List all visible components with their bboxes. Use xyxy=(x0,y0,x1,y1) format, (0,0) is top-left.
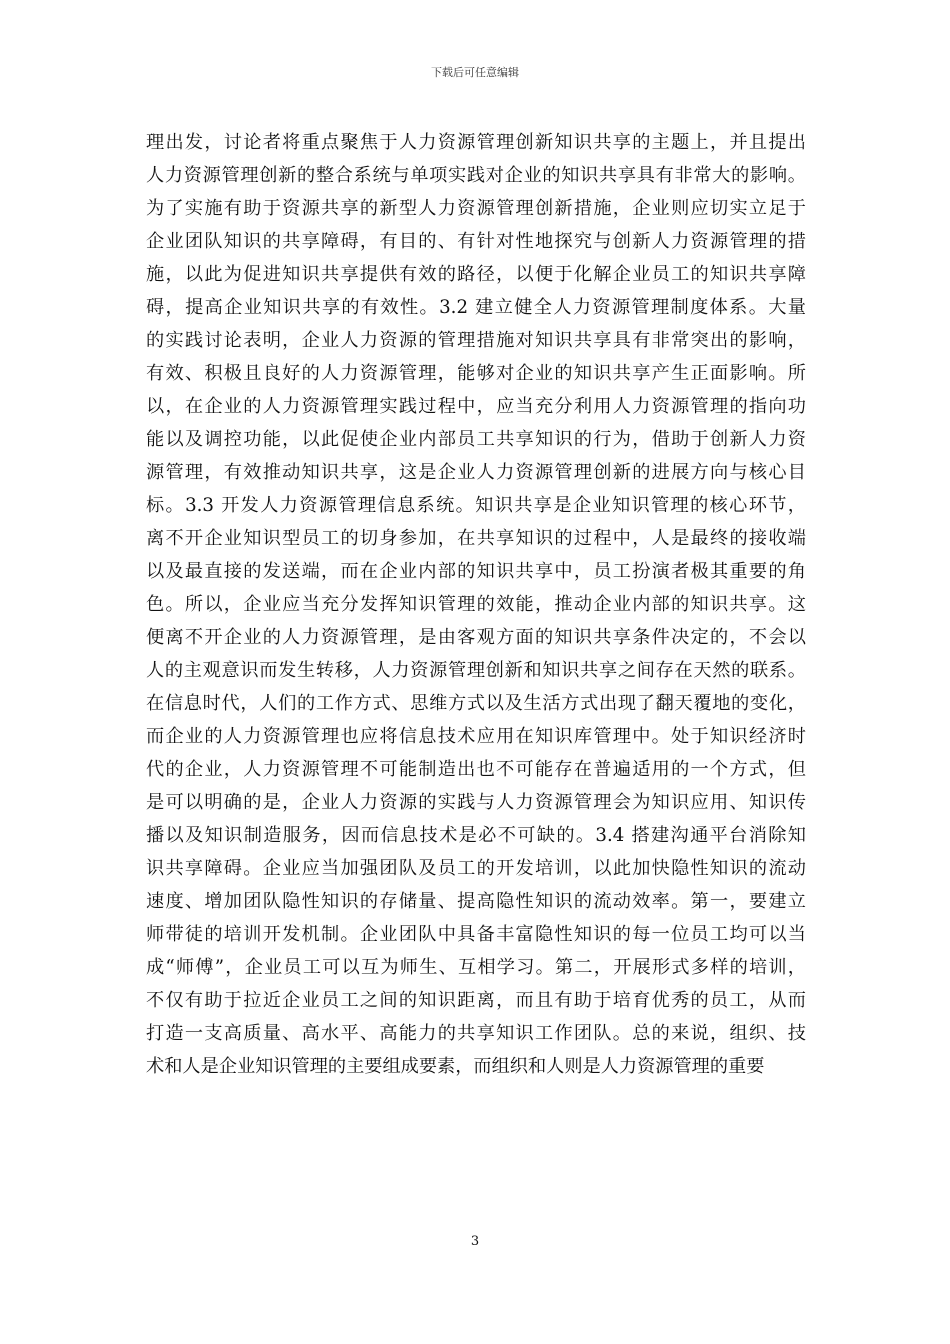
text-line-19: 而企业的人力资源管理也应将信息技术应用在知识库管理中。处于知识经济时 xyxy=(146,726,806,747)
text-line-5: 施，以此为促进知识共享提供有效的路径，以便于化解企业员工的知识共享障 xyxy=(146,264,806,285)
text-line-15: 色。所以，企业应当充分发挥知识管理的效能，推动企业内部的知识共享。这 xyxy=(146,594,806,615)
text-line-14: 以及最直接的发送端，而在企业内部的知识共享中，员工扮演者极其重要的角 xyxy=(146,561,806,582)
text-line-8: 有效、积极且良好的人力资源管理，能够对企业的知识共享产生正面影响。所 xyxy=(146,363,806,384)
text-line-25: 师带徒的培训开发机制。企业团队中具备丰富隐性知识的每一位员工均可以当 xyxy=(146,924,806,945)
text-line-1: 理出发，讨论者将重点聚焦于人力资源管理创新知识共享的主题上，并且提出 xyxy=(146,132,806,153)
text-line-16: 便离不开企业的人力资源管理，是由客观方面的知识共享条件决定的，不会以 xyxy=(146,627,806,648)
text-line-20: 代的企业，人力资源管理不可能制造出也不可能存在普遍适用的一个方式，但 xyxy=(146,759,806,780)
text-line-2: 人力资源管理创新的整合系统与单项实践对企业的知识共享具有非常大的影响。 xyxy=(146,165,806,186)
text-line-6: 碍，提高企业知识共享的有效性。3.2 建立健全人力资源管理制度体系。大量 xyxy=(146,297,806,318)
text-line-4: 企业团队知识的共享障碍，有目的、有针对性地探究与创新人力资源管理的措 xyxy=(146,231,806,252)
text-line-10: 能以及调控功能，以此促使企业内部员工共享知识的行为，借助于创新人力资 xyxy=(146,429,806,450)
text-line-27: 不仅有助于拉近企业员工之间的知识距离，而且有助于培育优秀的员工，从而 xyxy=(146,990,806,1011)
text-line-11: 源管理，有效推动知识共享，这是企业人力资源管理创新的进展方向与核心目 xyxy=(146,462,806,483)
text-line-26: 成“师傅”，企业员工可以互为师生、互相学习。第二，开展形式多样的培训， xyxy=(146,957,806,978)
text-line-22: 播以及知识制造服务，因而信息技术是必不可缺的。3.4 搭建沟通平台消除知 xyxy=(146,825,806,846)
text-line-9: 以，在企业的人力资源管理实践过程中，应当充分利用人力资源管理的指向功 xyxy=(146,396,806,417)
text-line-24: 速度、增加团队隐性知识的存储量、提高隐性知识的流动效率。第一，要建立 xyxy=(146,891,806,912)
text-line-28: 打造一支高质量、高水平、高能力的共享知识工作团队。总的来说，组织、技 xyxy=(146,1023,806,1044)
page-number: 3 xyxy=(470,1234,480,1249)
text-line-17: 人的主观意识而发生转移，人力资源管理创新和知识共享之间存在天然的联系。 xyxy=(146,660,806,681)
text-line-29: 术和人是企业知识管理的主要组成要素，而组织和人则是人力资源管理的重要 xyxy=(146,1056,765,1077)
text-line-23: 识共享障碍。企业应当加强团队及员工的开发培训，以此加快隐性知识的流动 xyxy=(146,858,806,879)
text-line-13: 离不开企业知识型员工的切身参加，在共享知识的过程中，人是最终的接收端 xyxy=(146,528,806,549)
text-line-3: 为了实施有助于资源共享的新型人力资源管理创新措施，企业则应切实立足于 xyxy=(146,198,806,219)
page-header: 下载后可任意编辑 xyxy=(431,66,519,79)
text-line-21: 是可以明确的是，企业人力资源的实践与人力资源管理会为知识应用、知识传 xyxy=(146,792,806,813)
text-line-7: 的实践讨论表明，企业人力资源的管理措施对知识共享具有非常突出的影响， xyxy=(146,330,806,351)
text-line-18: 在信息时代，人们的工作方式、思维方式以及生活方式出现了翻天覆地的变化， xyxy=(146,693,806,714)
body-text xyxy=(146,126,806,1083)
text-line-12: 标。3.3 开发人力资源管理信息系统。知识共享是企业知识管理的核心环节， xyxy=(146,495,806,516)
